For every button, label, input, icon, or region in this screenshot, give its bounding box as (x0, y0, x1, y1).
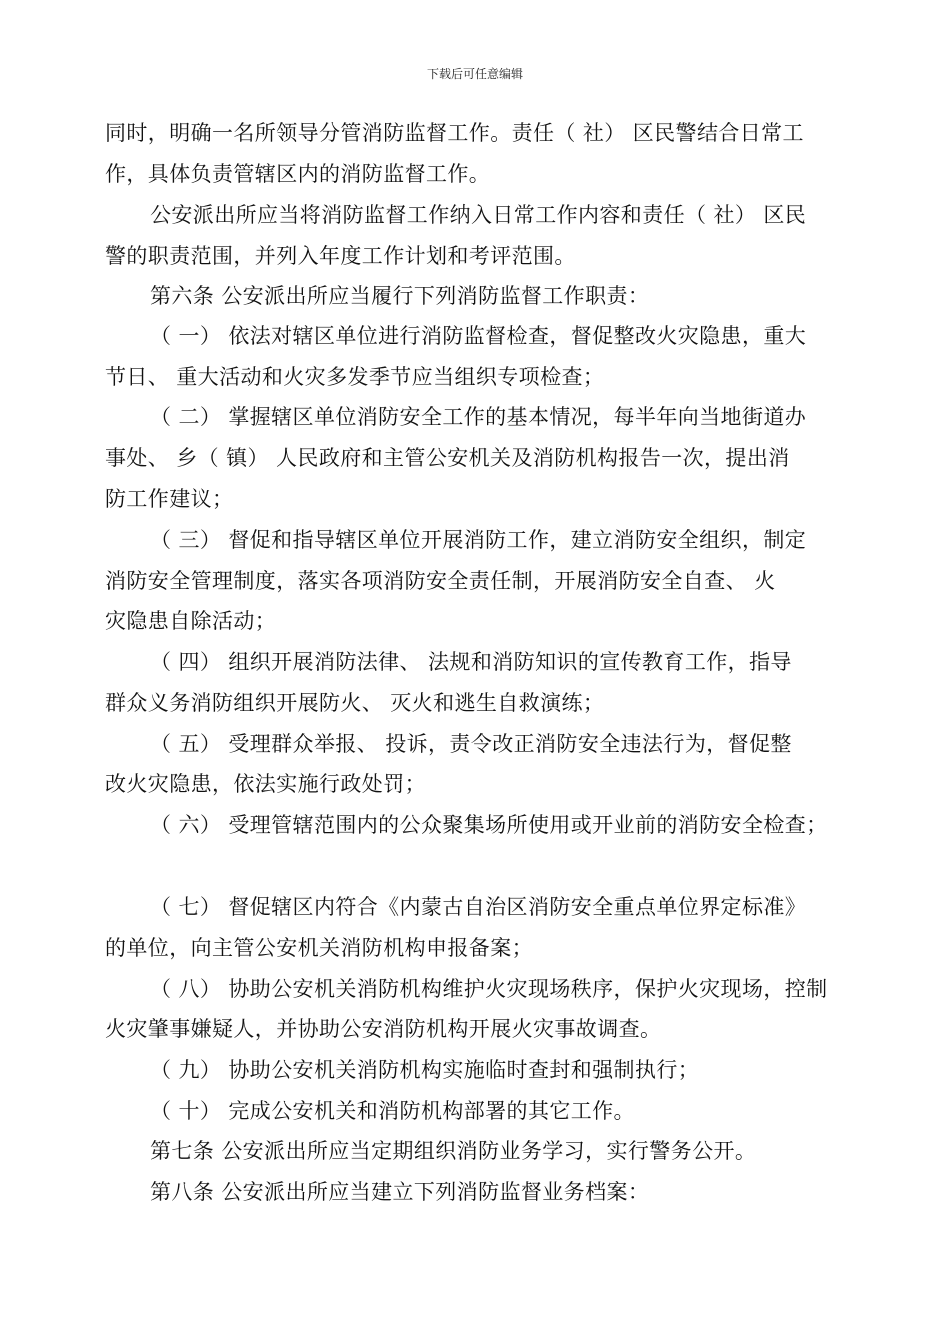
text-line: 公安派出所应当将消防监督工作纳入日常工作内容和责任（ 社） 区民 (150, 203, 807, 227)
text-line: 同时，明确一名所领导分管消防监督工作。责任（ 社） 区民警结合日常工 (105, 121, 804, 145)
article-heading: 第七条 公安派出所应当定期组织消防业务学习，实行警务公开。 (150, 1139, 757, 1163)
text-line: （ 八） 协助公安机关消防机构维护火灾现场秩序，保护火灾现场，控制 (150, 977, 828, 1001)
article-heading: 第八条 公安派出所应当建立下列消防监督业务档案： (150, 1180, 650, 1204)
page-header-note: 下载后可任意编辑 (426, 67, 523, 81)
text-line: 消防安全管理制度，落实各项消防安全责任制，开展消防安全自查、 火 (105, 569, 776, 593)
text-line: （ 六） 受理管辖范围内的公众聚集场所使用或开业前的消防安全检查； (150, 813, 828, 837)
text-line: 节日、 重大活动和火灾多发季节应当组织专项检查； (105, 365, 605, 389)
text-line: （ 四） 组织开展消防法律、 法规和消防知识的宣传教育工作，指导 (150, 650, 792, 674)
text-line: 群众义务消防组织开展防火、 灭火和逃生自救演练； (105, 691, 605, 715)
text-line: 火灾肇事嫌疑人，并协助公安消防机构开展火灾事故调查。 (105, 1017, 662, 1041)
text-line: （ 一） 依法对辖区单位进行消防监督检查，督促整改火灾隐患，重大 (150, 324, 807, 348)
text-line: 作，具体负责管辖区内的消防监督工作。 (105, 162, 491, 186)
text-line: 防工作建议； (105, 487, 234, 511)
text-line: 改火灾隐患，依法实施行政处罚； (105, 772, 426, 796)
text-line: （ 三） 督促和指导辖区单位开展消防工作，建立消防安全组织，制定 (150, 528, 807, 552)
text-line: 事处、 乡（ 镇） 人民政府和主管公安机关及消防机构报告一次，提出消 (105, 446, 790, 470)
article-heading: 第六条 公安派出所应当履行下列消防监督工作职责： (150, 284, 650, 308)
text-line: 灾隐患自除活动； (105, 609, 277, 633)
text-line: 警的职责范围，并列入年度工作计划和考评范围。 (105, 244, 576, 268)
text-line: （ 十） 完成公安机关和消防机构部署的其它工作。 (150, 1099, 635, 1123)
text-line: （ 五） 受理群众举报、 投诉，责令改正消防安全违法行为，督促整 (150, 732, 792, 756)
text-line: （ 二） 掌握辖区单位消防安全工作的基本情况，每半年向当地街道办 (150, 405, 807, 429)
text-line: 的单位，向主管公安机关消防机构申报备案； (105, 936, 533, 960)
text-line: （ 七） 督促辖区内符合《内蒙古自治区消防安全重点单位界定标准》 (150, 895, 807, 919)
text-line: （ 九） 协助公安机关消防机构实施临时查封和强制执行； (150, 1058, 700, 1082)
